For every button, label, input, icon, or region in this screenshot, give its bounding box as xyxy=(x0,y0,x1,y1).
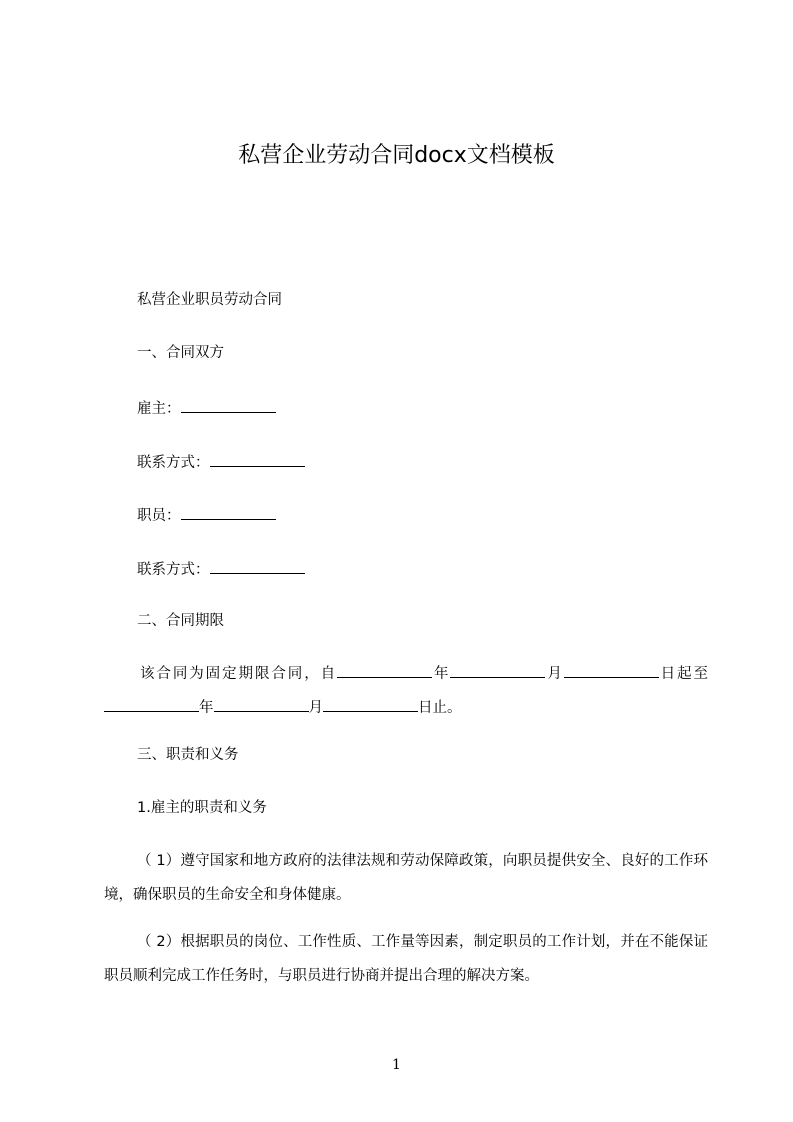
employee-contact-blank[interactable] xyxy=(210,558,305,574)
section-title-parties: 一、合同双方 xyxy=(137,345,224,361)
section-title-term: 二、合同期限 xyxy=(137,613,224,629)
employee-field xyxy=(137,504,276,526)
end-day-blank[interactable] xyxy=(323,696,418,712)
page-number: 1 xyxy=(392,1057,401,1073)
duty-item-1: （ 1）遵守国家和地方政府的法律法规和劳动保障政策，向职员提供安全、良好的工作环境，确保职员的生命安全和身体健康。 xyxy=(104,853,708,903)
duty-item-2: （ 2）根据职员的岗位、工作性质、工作量等因素，制定职员的工作计划，并在不能保证职员顺利完成工作任务时，与职员进行协商并提出合理的解决方案。 xyxy=(104,934,708,984)
start-day-blank[interactable] xyxy=(564,662,659,678)
employee-contact-label: 联系方式： xyxy=(137,562,210,578)
employer-contact-field xyxy=(137,451,305,473)
document-title: 私营企业劳动合同docx文档模板 xyxy=(238,143,555,168)
subsection-employer-duties: 1.雇主的职责和义务 xyxy=(137,800,267,816)
section-title-duties: 三、职责和义务 xyxy=(137,747,239,763)
term-text-start: 该合同为固定期限合同，自 xyxy=(140,666,338,682)
contract-heading: 私营企业职员劳动合同 xyxy=(137,292,282,308)
start-month-blank[interactable] xyxy=(450,662,545,678)
start-day-label: 日起至 xyxy=(658,666,709,682)
end-year-blank[interactable] xyxy=(104,696,199,712)
start-year-blank[interactable] xyxy=(337,662,432,678)
employer-blank[interactable] xyxy=(181,397,276,413)
employer-contact-blank[interactable] xyxy=(210,451,305,467)
end-day-label: 日止。 xyxy=(418,700,462,716)
employer-field xyxy=(137,397,276,419)
end-month-label: 月 xyxy=(308,700,323,716)
end-month-blank[interactable] xyxy=(214,696,309,712)
employee-contact-field xyxy=(137,558,305,580)
start-year-label: 年 xyxy=(432,666,451,682)
end-year-label: 年 xyxy=(199,700,214,716)
start-month-label: 月 xyxy=(545,666,564,682)
employee-label: 职员： xyxy=(137,508,181,524)
employer-contact-label: 联系方式： xyxy=(137,455,210,471)
employer-label: 雇主： xyxy=(137,401,181,417)
term-paragraph xyxy=(104,657,708,725)
employee-blank[interactable] xyxy=(181,504,276,520)
